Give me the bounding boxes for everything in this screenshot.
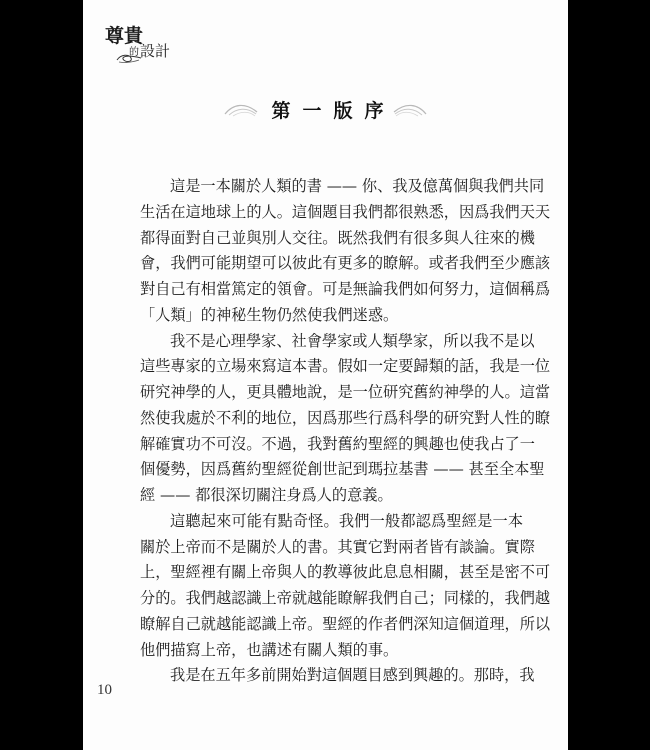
paragraph-1 <box>140 174 551 329</box>
feather-ornament-right-icon <box>392 100 428 118</box>
page-number: 10 <box>97 682 112 698</box>
text-line: 解確實功不可沒。不過，我對舊約聖經的興趣也使我占了一 <box>140 434 535 453</box>
text-line: 「人類」的神秘生物仍然使我們迷惑。 <box>140 305 399 324</box>
text-line: 上，聖經裡有關上帝與人的教導彼此息息相關，甚至是密不可 <box>140 563 551 582</box>
text-line: 關於上帝而不是關於人的書。其實它對兩者皆有談論。實際 <box>140 537 535 556</box>
paragraph-4 <box>140 663 535 689</box>
text-line: 會，我們可能期望可以彼此有更多的瞭解。或者我們至少應該 <box>140 254 551 273</box>
text-line: 個優勢，因爲舊約聖經從創世記到瑪拉基書 —— 甚至全本聖 <box>140 460 545 479</box>
book-title-sub-text: 設計 <box>140 42 171 60</box>
text-line: 這些專家的立場來寫這本書。假如一定要歸類的話，我是一位 <box>140 357 551 376</box>
text-line: 這是一本關於人類的書 —— 你、我及億萬個與我們共同 <box>170 177 545 195</box>
section-title-row <box>83 93 568 125</box>
book-title-main: 尊貴 <box>105 25 144 47</box>
text-line: 對自己有相當篤定的領會。可是無論我們如何努力，這個稱爲 <box>140 280 551 298</box>
preface-body <box>140 174 551 689</box>
text-line: 然使我處於不利的地位，因爲那些行爲科學的研究對人性的瞭 <box>140 408 551 427</box>
text-line: 經 —— 都很深切關注身爲人的意義。 <box>140 486 393 504</box>
text-line: 這聽起來可能有點奇怪。我們一般都認爲聖經是一本 <box>170 511 523 530</box>
text-line: 生活在這地球上的人。這個題目我們都很熟悉，因爲我們天天 <box>140 202 551 221</box>
book-logo <box>105 26 215 66</box>
text-line: 我不是心理學家、社會學家或人類學家，所以我不是以 <box>170 331 535 350</box>
book-title-particle: 的 <box>129 47 139 58</box>
text-line: 他們描寫上帝，也講述有關人類的事。 <box>140 640 399 659</box>
section-title: 第一版序 <box>271 99 396 122</box>
text-line: 我是在五年多前開始對這個題目感到興趣的。那時，我 <box>170 666 535 685</box>
text-line: 瞭解自己就越能認識上帝。聖經的作者們深知這個道理，所以 <box>140 614 551 633</box>
feather-ornament-left-icon <box>223 100 259 118</box>
book-page <box>83 0 568 750</box>
text-line: 分的。我們越認識上帝就越能瞭解我們自己；同樣的，我們越 <box>140 589 551 607</box>
paragraph-2 <box>140 329 551 509</box>
paragraph-3 <box>140 509 551 664</box>
swirl-ornament-icon <box>115 52 143 64</box>
text-line: 研究神學的人，更具體地說，是一位研究舊約神學的人。這當 <box>140 383 551 401</box>
text-line: 都得面對自己並與別人交往。既然我們有很多與人往來的機 <box>140 228 535 247</box>
